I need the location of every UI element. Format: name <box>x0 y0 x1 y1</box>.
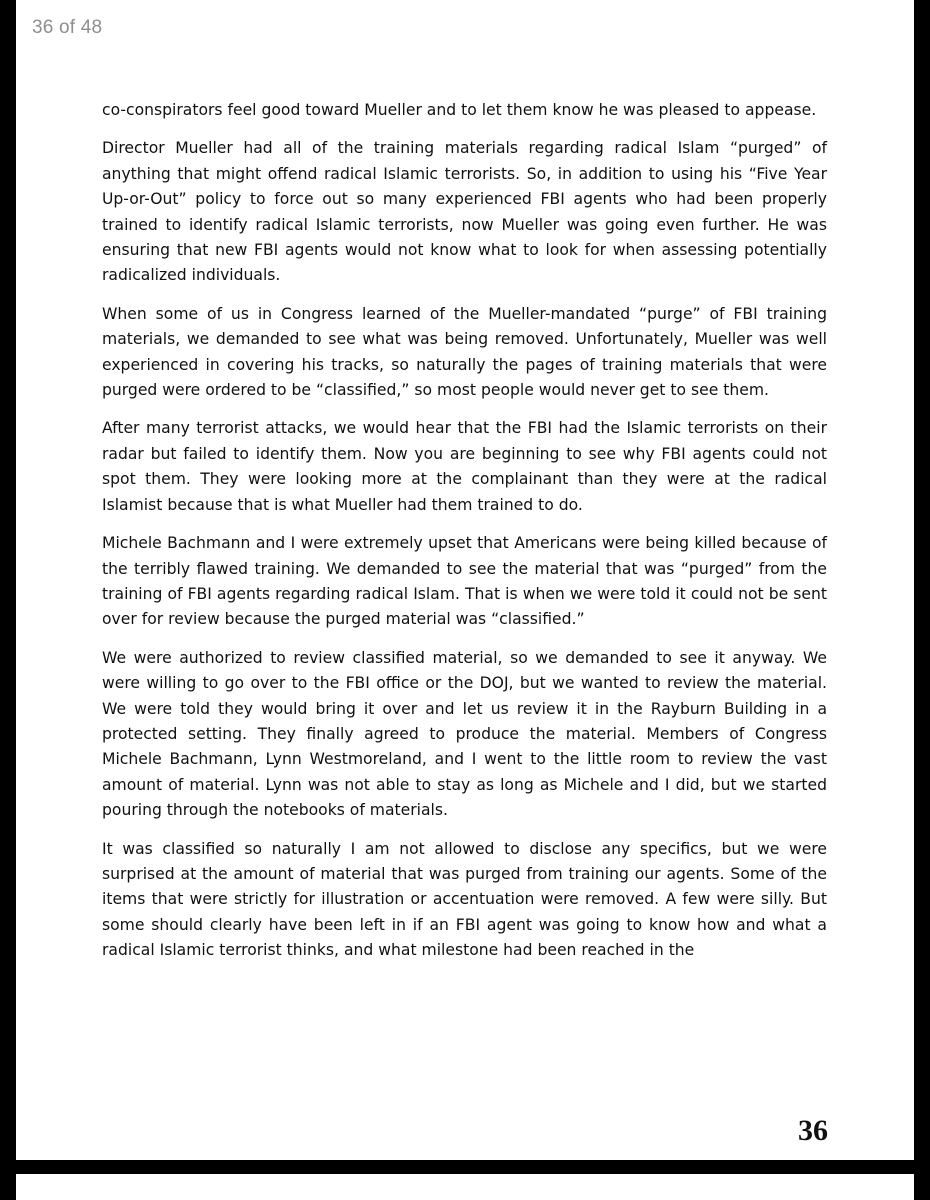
paragraph-5: Michele Bachmann and I were extremely upset that Americans were being killed because of the terribly flawed training. We demanded to see the material that was “purged” from the training of FBI agents regarding radical Islam. That is when we were told it could not be sent over for review because the purged material was “classified.” <box>102 534 827 629</box>
page-indicator: 36 of 48 <box>32 17 103 38</box>
paragraph-6: We were authorized to review classified material, so we demanded to see it anyway. We were willing to go over to the FBI office or the DOJ, but we wanted to review the material. We were told they would bring it over and let us review it in the Rayburn Building in a protected setting. They finally agreed to produce the material. Members of Congress Michele Bachmann, Lynn Westmoreland, and I went to the little room to review the vast amount of material. Lynn was not able to stay as long as Michele and I did, but we started pouring through the notebooks of materials. <box>102 648 827 820</box>
paragraph-3: When some of us in Congress learned of the Mueller-mandated “purge” of FBI training materials, we demanded to see what was being removed. Unfortunately, Mueller was well experienced in covering his tracks, so naturally the pages of training materials that were purged were ordered to be “classified,” so most people would never get to see them. <box>102 304 827 400</box>
document-page[interactable] <box>16 0 914 1160</box>
page-body <box>102 98 827 977</box>
paragraph-1: co-conspirators feel good toward Mueller and to let them know he was pleased to appease. <box>102 101 817 119</box>
paragraph-2: Director Mueller had all of the training materials regarding radical Islam “purged” of anything that might offend radical Islamic terrorists. So, in addition to using his “Five Year Up-or-Out” policy to force out so many experienced FBI agents who had been properly trained to identify radical Islamic terrorists, now Mueller was going even further. He was ensuring that new FBI agents would not know what to look for when assessing potentially radicalized individuals. <box>102 139 827 285</box>
page-number: 36 <box>798 1114 828 1147</box>
paragraph-7: It was classified so naturally I am not allowed to disclose any specifics, but we were surprised at the amount of material that was purged from training our agents. Some of the items that were strictly for illustration or accentuation were removed. A few were silly. But some should clearly have been left in if an FBI agent was going to know how and what a radical Islamic terrorist thinks, and what milestone had been reached in the <box>102 839 827 960</box>
next-page-preview[interactable] <box>16 1174 914 1200</box>
paragraph-4: After many terrorist attacks, we would hear that the FBI had the Islamic terrorists on their radar but failed to identify them. Now you are beginning to see why FBI agents could not spot them. They were looking more at the complainant than they were at the radical Islamist because that is what Mueller had them trained to do. <box>102 419 827 514</box>
